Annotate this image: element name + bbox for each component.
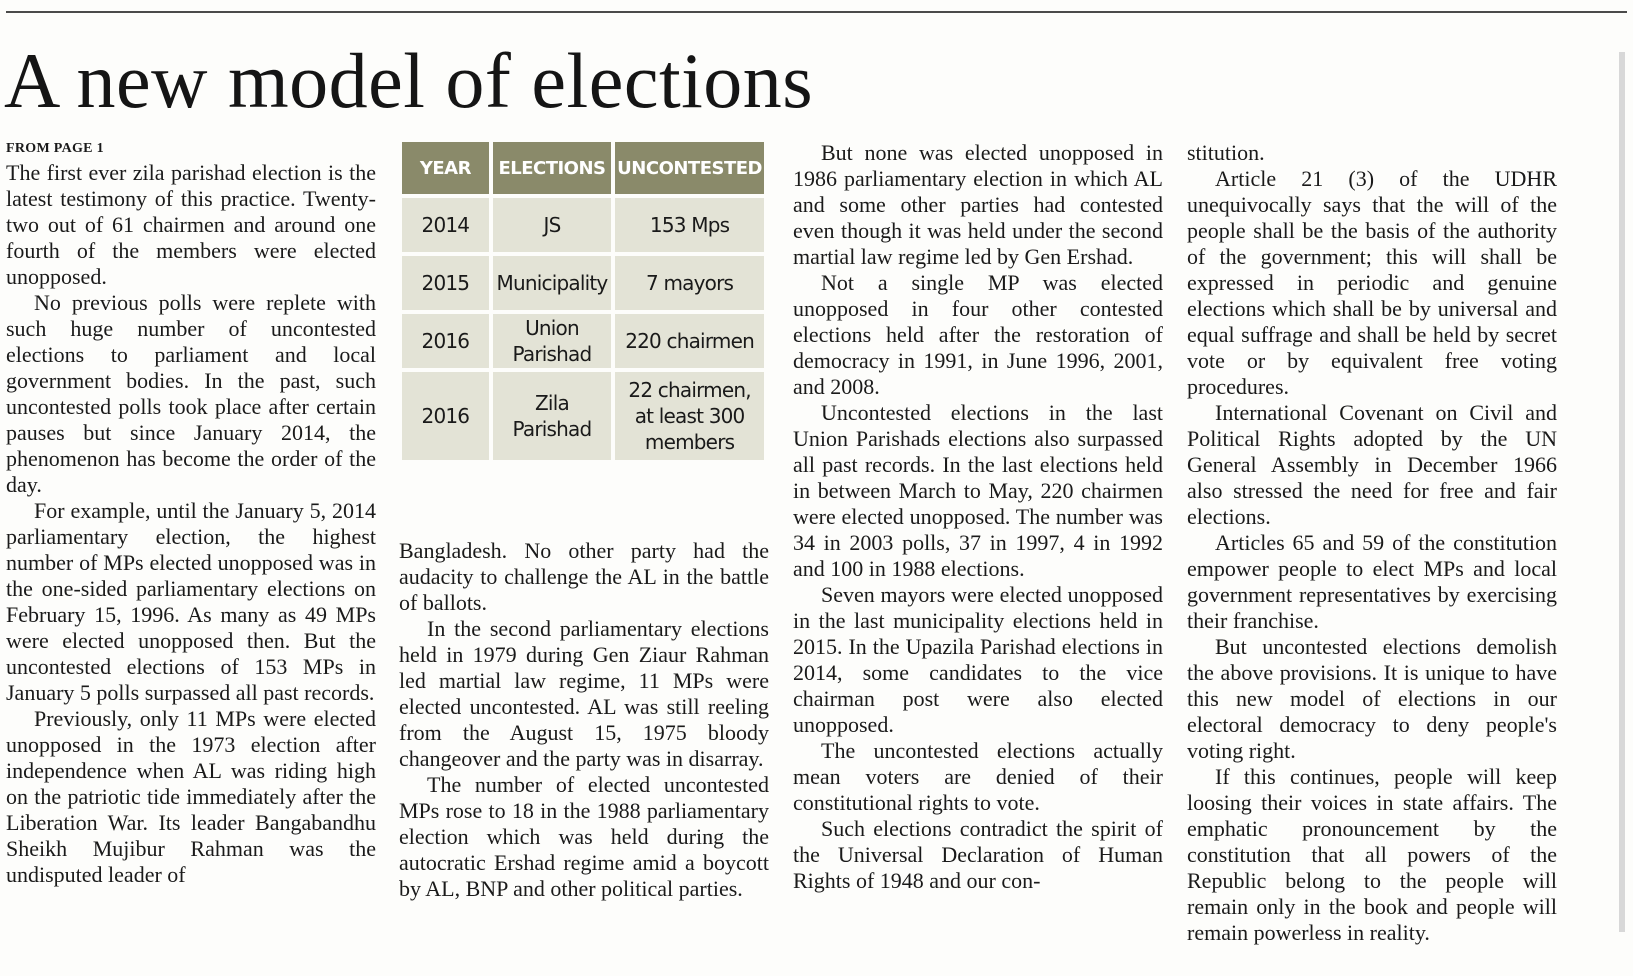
cell-elections: Municipality (493, 256, 611, 310)
cell-year: 2014 (402, 198, 489, 252)
cell-elections: Zila Parishad (493, 372, 611, 460)
article-column-2 (399, 538, 769, 902)
paragraph: Bangladesh. No other party had the audacity to challenge the AL in the battle of ballots. (399, 538, 769, 615)
table-row (402, 256, 764, 310)
table-row (402, 372, 764, 460)
paragraph: For example, until the January 5, 2014 parliamentary election, the highest number of MPs elected unopposed was in the one-sided parliamentary elections on February 15, 1996. As many as 49 MPs were elected unopposed then. But the uncontested elections of 153 MPs in January 5 polls surpassed all past records. (6, 498, 376, 705)
paragraph: The uncontested elections actually mean voters are denied of their constitutional rights to vote. (793, 738, 1163, 815)
paragraph: But none was elected unopposed in 1986 parliamentary election in which AL and some other parties had contested even though it was held under the second martial law regime led by Gen Ershad. (793, 140, 1163, 269)
article-column-3 (793, 140, 1163, 894)
headline: A new model of elections (4, 37, 814, 124)
header-uncontested: UNCONTESTED (615, 142, 764, 194)
cell-elections: JS (493, 198, 611, 252)
continuation-kicker: FROM PAGE 1 (6, 141, 104, 156)
table-row (402, 198, 764, 252)
paragraph: In the second parliamentary elections held in 1979 during Gen Ziaur Rahman led martial law regime, 11 MPs were elected uncontested. AL was still reeling from the August 15, 1975 bloody changeover and the party was in disarray. (399, 616, 769, 771)
cell-year: 2016 (402, 314, 489, 368)
page-edge-bar (1619, 52, 1625, 932)
cell-uncontested: 153 Mps (615, 198, 764, 252)
paragraph: The first ever zila parishad election is the latest testimony of this practice. Twenty-two out of 61 chairmen and around one fourth of the members were elected unopposed. (6, 160, 376, 289)
uncontested-elections-table (398, 138, 768, 464)
article-column-4 (1187, 140, 1557, 946)
cell-uncontested: 22 chairmen, at least 300 members (615, 372, 764, 460)
paragraph: Uncontested elections in the last Union Parishads elections also surpassed all past records. In the last elections held in between March to May, 220 chairmen were elected unopposed. The number was 34 in 2003 polls, 37 in 1997, 4 in 1992 and 100 in 1988 elections. (793, 400, 1163, 581)
paragraph: stitution. (1187, 140, 1265, 165)
cell-year: 2016 (402, 372, 489, 460)
paragraph: Such elections contradict the spirit of the Universal Declaration of Human Rights of 1948 and our con- (793, 816, 1163, 893)
paragraph: International Covenant on Civil and Political Rights adopted by the UN General Assembly in December 1966 also stressed the need for free and fair elections. (1187, 400, 1557, 529)
paragraph: If this continues, people will keep loosing their voices in state affairs. The emphatic pronouncement by the constitution that all powers of the Republic belong to the people will remain only in the book and people will remain powerless in reality. (1187, 764, 1557, 945)
cell-year: 2015 (402, 256, 489, 310)
table-header-row (402, 142, 764, 194)
paragraph: Not a single MP was elected unopposed in four other contested elections held after the restoration of democracy in 1991, in June 1996, 2001, and 2008. (793, 270, 1163, 399)
header-year: YEAR (402, 142, 489, 194)
cell-uncontested: 7 mayors (615, 256, 764, 310)
paragraph: No previous polls were replete with such huge number of uncontested elections to parliament and local government bodies. In the past, such uncontested polls took place after certain pauses but since January 2014, the phenomenon has become the order of the day. (6, 290, 376, 497)
paragraph: The number of elected uncontested MPs rose to 18 in the 1988 parliamentary election which was held during the autocratic Ershad regime amid a boycott by AL, BNP and other political parties. (399, 772, 769, 901)
cell-uncontested: 220 chairmen (615, 314, 764, 368)
table-row (402, 314, 764, 368)
header-elections: ELECTIONS (493, 142, 611, 194)
paragraph: Articles 65 and 59 of the constitution empower people to elect MPs and local government representatives by exercising their franchise. (1187, 530, 1557, 633)
paragraph: Previously, only 11 MPs were elected unopposed in the 1973 election after independence when AL was riding high on the patriotic tide immediately after the Liberation War. Its leader Bangabandhu Sheikh Mujibur Rahman was the undisputed leader of (6, 706, 376, 887)
paragraph: But uncontested elections demolish the above provisions. It is unique to have this new model of elections in our electoral democracy to deny people's voting right. (1187, 634, 1557, 763)
article-column-1 (6, 141, 376, 888)
top-rule (6, 11, 1627, 13)
paragraph: Article 21 (3) of the UDHR unequivocally says that the will of the people shall be the basis of the authority of the government; this will shall be expressed in periodic and genuine elections which shall be by universal and equal suffrage and shall be held by secret vote or by equivalent free voting procedures. (1187, 166, 1557, 399)
paragraph: Seven mayors were elected unopposed in the last municipality elections held in 2015. In the Upazila Parishad elections in 2014, some candidates to the vice chairman post were also elected unopposed. (793, 582, 1163, 737)
cell-elections: Union Parishad (493, 314, 611, 368)
